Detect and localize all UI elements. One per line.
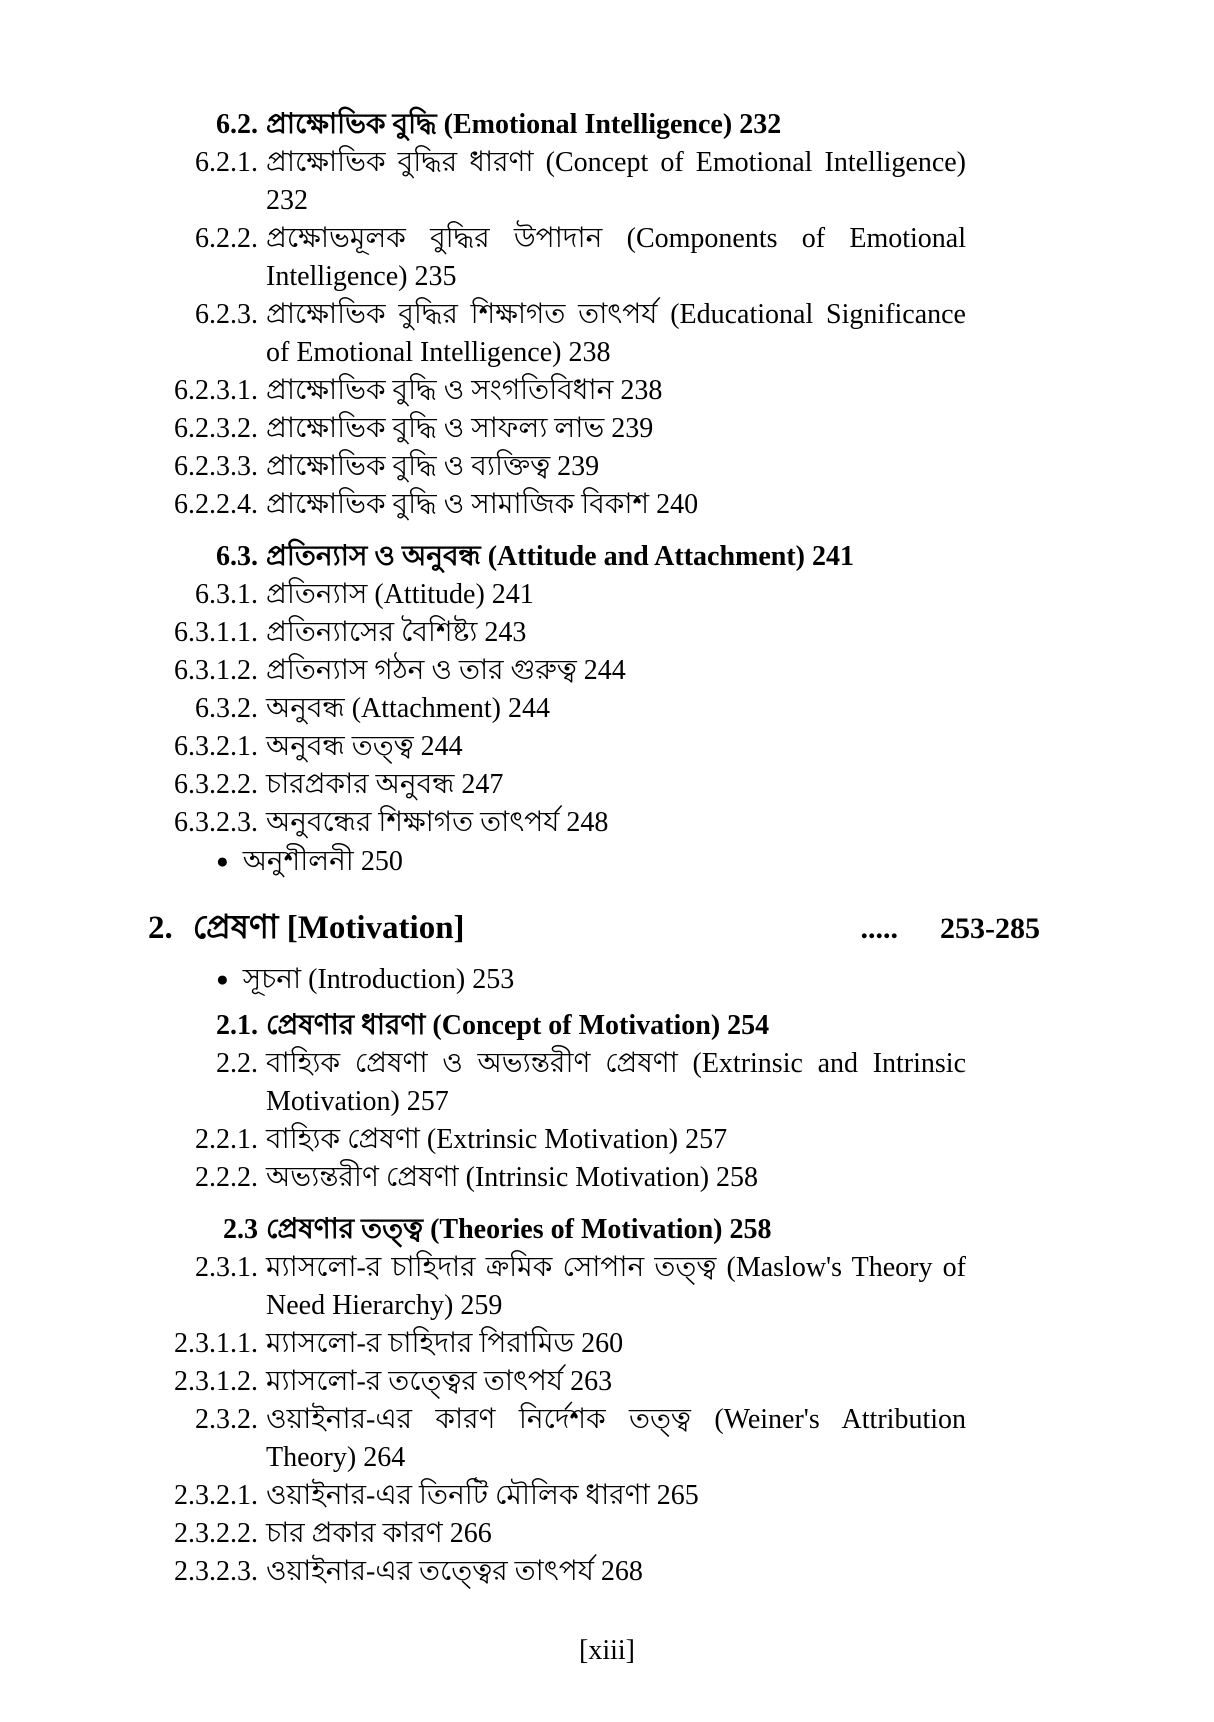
chapter-title: প্রেষণা [Motivation] bbox=[192, 910, 465, 946]
entry-title-text: প্রাক্ষোভিক বুদ্ধি ও সাফল্য লাভ bbox=[266, 413, 605, 444]
entry-title-text: অনুবন্ধ (Attachment) bbox=[266, 693, 501, 724]
toc-entry bbox=[148, 690, 1040, 728]
entry-title-text: প্রেষণার ধারণা (Concept of Motivation) bbox=[266, 1010, 721, 1041]
toc-entry bbox=[148, 1121, 1040, 1159]
entry-title bbox=[266, 486, 966, 524]
entry-page-number: 257 bbox=[685, 1124, 728, 1155]
toc-entry bbox=[148, 1249, 1040, 1325]
entry-number: 6.3.1.1. bbox=[174, 617, 258, 648]
entry-title-text: ওয়াইনার-এর তত্ত্বের তাৎপর্য bbox=[266, 1556, 594, 1587]
entry-number: 2.3.2. bbox=[195, 1404, 258, 1435]
entry-page-number: 257 bbox=[406, 1086, 449, 1117]
entry-title bbox=[266, 1477, 966, 1515]
chapter-row bbox=[148, 905, 1040, 952]
entry-number: 6.2. bbox=[216, 109, 258, 140]
entry-page-number: 240 bbox=[656, 489, 699, 520]
entry-number: 2.3.2.1. bbox=[174, 1480, 258, 1511]
toc-entry bbox=[148, 766, 1040, 804]
entry-title bbox=[266, 1553, 966, 1591]
page-footer bbox=[0, 1632, 1214, 1670]
entry-title bbox=[266, 106, 966, 144]
toc-entry bbox=[148, 410, 1040, 448]
toc-entry bbox=[148, 576, 1040, 614]
entry-number: 2.2.2. bbox=[195, 1162, 258, 1193]
entry-title bbox=[266, 614, 966, 652]
entry-page-number: 244 bbox=[420, 731, 463, 762]
entry-number: 6.2.3.1. bbox=[174, 375, 258, 406]
entry-title-text: বাহ্যিক প্রেষণা ও অভ্যন্তরীণ প্রেষণা (Extrinsic and Intrinsic Motivation) bbox=[266, 1048, 966, 1117]
entry-page-number: 241 bbox=[812, 541, 855, 572]
entry-title-text: ম্যাসলো-র চাহিদার ক্রমিক সোপান তত্ত্ব (Maslow's Theory of Need Hierarchy) bbox=[266, 1252, 966, 1321]
entry-title-text: প্রাক্ষোভিক বুদ্ধির ধারণা (Concept of Emotional Intelligence) bbox=[266, 147, 966, 178]
entry-title-text: প্রতিন্যাস গঠন ও তার গুরুত্ব bbox=[266, 655, 577, 686]
toc-entry bbox=[148, 1363, 1040, 1401]
entry-number: 2.2. bbox=[216, 1048, 258, 1079]
entry-title bbox=[266, 652, 966, 690]
entry-title bbox=[266, 1249, 966, 1325]
toc-entry bbox=[148, 372, 1040, 410]
entry-title-text: প্রেষণার তত্ত্ব (Theories of Motivation) bbox=[266, 1214, 723, 1245]
entry-title bbox=[266, 220, 966, 296]
entry-number: 6.3.2.2. bbox=[174, 769, 258, 800]
entry-number: 6.3.2.1. bbox=[174, 731, 258, 762]
entry-title bbox=[266, 372, 966, 410]
entry-page-number: 250 bbox=[360, 846, 403, 877]
bullet-icon: ● bbox=[216, 967, 229, 991]
toc-entry bbox=[148, 448, 1040, 486]
entry-title-text: চারপ্রকার অনুবন্ধ bbox=[266, 769, 455, 800]
chapter-number: 2. bbox=[148, 910, 173, 946]
entry-title-text: প্রতিন্যাস ও অনুবন্ধ (Attitude and Attachment) bbox=[266, 541, 806, 572]
toc-entry bbox=[148, 1007, 1040, 1045]
entry-page-number: 265 bbox=[656, 1480, 699, 1511]
toc-bullet-entry bbox=[148, 960, 1040, 999]
entry-title-text: প্রাক্ষোভিক বুদ্ধি ও সংগতিবিধান bbox=[266, 375, 614, 406]
dots-leader: ..... bbox=[860, 912, 898, 945]
entry-page-number: 241 bbox=[491, 579, 534, 610]
entry-number: 2.3.1.1. bbox=[174, 1328, 258, 1359]
entry-title bbox=[243, 964, 515, 995]
entry-title bbox=[266, 448, 966, 486]
entry-title bbox=[266, 1363, 966, 1401]
entry-number: 6.2.3.3. bbox=[174, 451, 258, 482]
entry-page-number: 266 bbox=[449, 1518, 492, 1549]
toc-entry bbox=[148, 652, 1040, 690]
entry-page-number: 243 bbox=[484, 617, 527, 648]
entry-page-number: 235 bbox=[414, 261, 457, 292]
entry-title bbox=[266, 766, 966, 804]
entry-number: 2.3 bbox=[223, 1214, 258, 1245]
entry-title bbox=[266, 1121, 966, 1159]
entry-title bbox=[266, 1045, 966, 1121]
entry-title-text: প্রক্ষোভমূলক বুদ্ধির উপাদান (Components of Emotional Intelligence) bbox=[266, 223, 966, 292]
entry-page-number: 263 bbox=[570, 1366, 613, 1397]
entry-page-number: 254 bbox=[727, 1010, 770, 1041]
entry-title bbox=[266, 728, 966, 766]
toc-entry bbox=[148, 1477, 1040, 1515]
entry-title bbox=[266, 576, 966, 614]
page-number-roman: [xiii] bbox=[579, 1635, 635, 1666]
chapter-page-range: 253-285 bbox=[940, 912, 1040, 945]
entry-number: 6.2.3.2. bbox=[174, 413, 258, 444]
toc-entry bbox=[148, 1045, 1040, 1121]
toc-entry bbox=[148, 1325, 1040, 1363]
toc-entry bbox=[148, 614, 1040, 652]
entry-title bbox=[266, 690, 966, 728]
entry-page-number: 248 bbox=[566, 807, 609, 838]
entry-page-number: 239 bbox=[557, 451, 600, 482]
entry-title bbox=[266, 1159, 966, 1197]
toc-entry bbox=[148, 296, 1040, 372]
entry-number: 6.3.1. bbox=[195, 579, 258, 610]
entry-number: 2.2.1. bbox=[195, 1124, 258, 1155]
entry-title bbox=[266, 296, 966, 372]
entry-page-number: 239 bbox=[611, 413, 654, 444]
entry-title bbox=[266, 1401, 966, 1477]
entry-title bbox=[266, 1007, 966, 1045]
entry-title-text: ম্যাসলো-র তত্ত্বের তাৎপর্য bbox=[266, 1366, 564, 1397]
entry-page-number: 260 bbox=[581, 1328, 624, 1359]
entry-title-text: প্রাক্ষোভিক বুদ্ধি (Emotional Intelligence) bbox=[266, 109, 733, 140]
entry-page-number: 244 bbox=[508, 693, 550, 724]
toc-entry bbox=[148, 1515, 1040, 1553]
entry-page-number: 247 bbox=[461, 769, 504, 800]
entry-title-text: অনুবন্ধ তত্ত্ব bbox=[266, 731, 414, 762]
entry-number: 6.3. bbox=[216, 541, 258, 572]
entry-title-text: ওয়াইনার-এর তিনটি মৌলিক ধারণা bbox=[266, 1480, 650, 1511]
entry-page-number: 253 bbox=[472, 964, 515, 995]
toc-entry bbox=[148, 728, 1040, 766]
entry-number: 2.3.1. bbox=[195, 1252, 258, 1283]
entry-title bbox=[266, 410, 966, 448]
entry-number: 6.3.1.2. bbox=[174, 655, 258, 686]
toc-entry bbox=[148, 1553, 1040, 1591]
entry-title-text: ম্যাসলো-র চাহিদার পিরামিড bbox=[266, 1328, 575, 1359]
entry-title-text: প্রতিন্যাসের বৈশিষ্ট্য bbox=[266, 617, 478, 648]
entry-number: 6.2.2. bbox=[195, 223, 258, 254]
entry-title-text: অনুশীলনী bbox=[242, 846, 354, 877]
entry-title bbox=[266, 1515, 966, 1553]
entry-title bbox=[243, 846, 403, 877]
entry-title-text: বাহ্যিক প্রেষণা (Extrinsic Motivation) bbox=[266, 1124, 679, 1155]
entry-number: 6.3.2. bbox=[195, 693, 258, 724]
entry-title bbox=[266, 1325, 966, 1363]
entry-page-number: 258 bbox=[716, 1162, 759, 1193]
entry-number: 2.1. bbox=[216, 1010, 258, 1041]
toc-list bbox=[148, 106, 1040, 1591]
toc-entry bbox=[148, 144, 1040, 220]
entry-page-number: 238 bbox=[568, 337, 611, 368]
toc-entry bbox=[148, 538, 1040, 576]
entry-number: 2.3.2.2. bbox=[174, 1518, 258, 1549]
toc-entry bbox=[148, 1401, 1040, 1477]
entry-number: 6.3.2.3. bbox=[174, 807, 258, 838]
entry-page-number: 268 bbox=[600, 1556, 643, 1587]
toc-entry bbox=[148, 486, 1040, 524]
entry-title-text: অনুবন্ধের শিক্ষাগত তাৎপর্য bbox=[266, 807, 560, 838]
entry-title-text: সূচনা (Introduction) bbox=[242, 964, 466, 995]
entry-number: 6.2.1. bbox=[195, 147, 258, 178]
toc-entry bbox=[148, 804, 1040, 842]
entry-title-text: প্রাক্ষোভিক বুদ্ধি ও ব্যক্তিত্ব bbox=[266, 451, 551, 482]
entry-title-text: ওয়াইনার-এর কারণ নির্দেশক তত্ত্ব (Weiner's Attribution Theory) bbox=[266, 1404, 966, 1473]
entry-number: 6.2.3. bbox=[195, 299, 258, 330]
toc-entry bbox=[148, 1211, 1040, 1249]
entry-title bbox=[266, 1211, 966, 1249]
toc-bullet-entry bbox=[148, 842, 1040, 881]
toc-entry bbox=[148, 106, 1040, 144]
entry-title-text: প্রতিন্যাস (Attitude) bbox=[266, 579, 485, 610]
entry-page-number: 264 bbox=[363, 1442, 406, 1473]
entry-title bbox=[266, 144, 966, 220]
entry-number: 2.3.2.3. bbox=[174, 1556, 258, 1587]
entry-number: 6.2.2.4. bbox=[174, 489, 258, 520]
entry-title bbox=[266, 538, 966, 576]
bullet-icon: ● bbox=[216, 849, 229, 873]
toc-entry bbox=[148, 220, 1040, 296]
entry-page-number: 259 bbox=[460, 1290, 503, 1321]
entry-title-text: চার প্রকার কারণ bbox=[266, 1518, 443, 1549]
toc-entry bbox=[148, 1159, 1040, 1197]
entry-page-number: 232 bbox=[739, 109, 782, 140]
entry-page-number: 244 bbox=[583, 655, 626, 686]
entry-title-text: প্রাক্ষোভিক বুদ্ধি ও সামাজিক বিকাশ bbox=[266, 489, 650, 520]
entry-title-text: প্রাক্ষোভিক বুদ্ধির শিক্ষাগত তাৎপর্য (Educational Significance of Emotional Intelligence) bbox=[266, 299, 966, 368]
entry-title bbox=[266, 804, 966, 842]
entry-title-text: অভ্যন্তরীণ প্রেষণা (Intrinsic Motivation) bbox=[266, 1162, 710, 1193]
entry-page-number: 238 bbox=[620, 375, 663, 406]
entry-number: 2.3.1.2. bbox=[174, 1366, 258, 1397]
chapter-leader bbox=[861, 906, 1041, 952]
entry-page-number: 258 bbox=[729, 1214, 772, 1245]
entry-page-number: 232 bbox=[266, 185, 308, 216]
